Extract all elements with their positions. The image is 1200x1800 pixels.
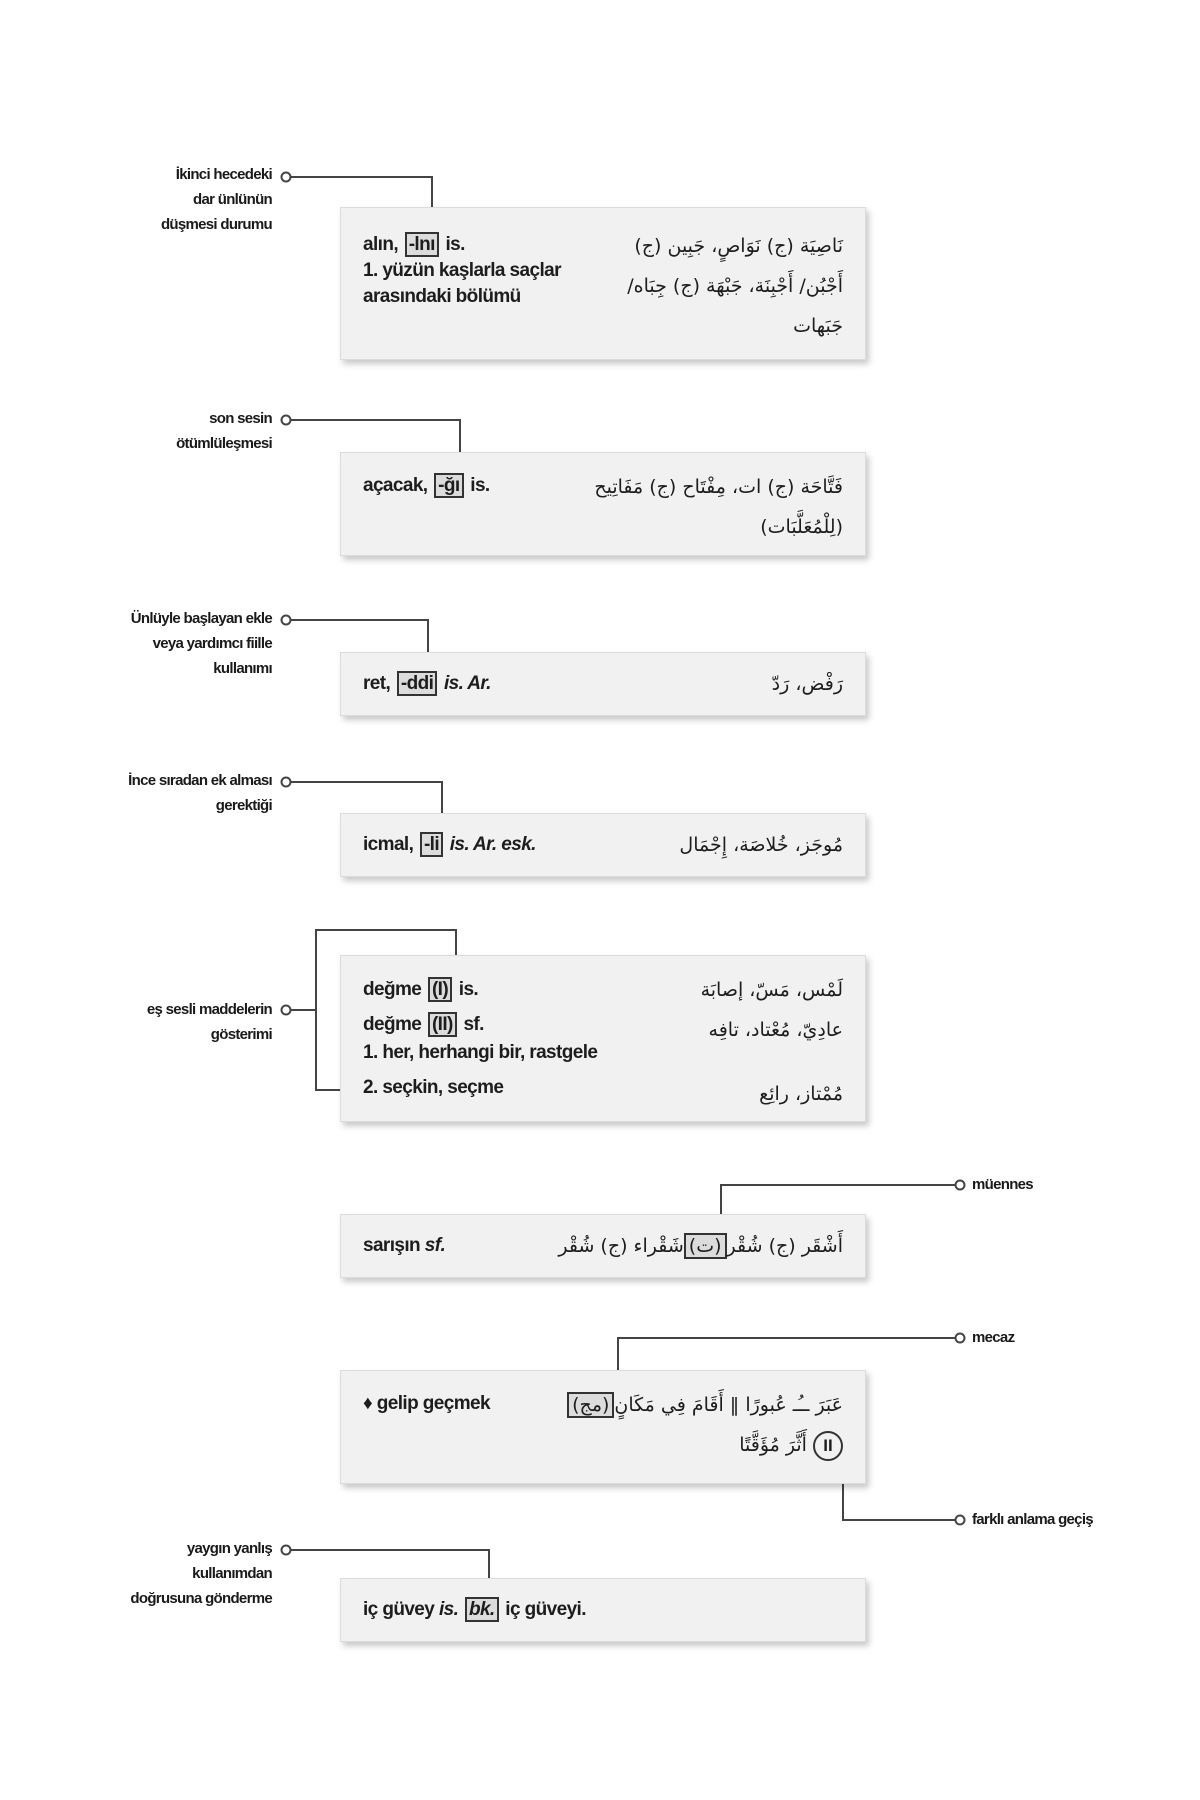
entry-card-icmal: [340, 813, 866, 877]
entry-card-ic-guvey: [340, 1578, 866, 1642]
entry-arabic: لَمْس، مَسّ، إصابَة عادِيّ، مُعْتاد، تافِه مُمْتاز، رائِع: [700, 979, 843, 1105]
annotation-ince-sira: İnce sıradan ek alması gerektiği: [128, 772, 272, 814]
entry-turkish: alın, -lnı is. 1. yüzün kaşlarla saçlar arasındaki bölümü: [363, 234, 561, 307]
entry-arabic: فَتَّاحَة (ج) ات، مِفْتَاح (ج) مَفَاتِيح (لِلْمُعَلَّبَات): [594, 476, 843, 538]
entry-card-ret: [340, 652, 866, 716]
entry-arabic: مُوجَز، خُلاصَة، إِجْمَال: [679, 834, 843, 856]
entry-card-acacak: [340, 452, 866, 556]
entry-turkish: sarışın sf.: [363, 1235, 446, 1256]
leader-dot: [956, 1516, 965, 1525]
annotation-farkli-anlam: farklı anlama geçiş: [972, 1511, 1093, 1528]
highlight-box: -li: [420, 832, 443, 857]
homonym-box-1: (I): [428, 977, 452, 1002]
entry-arabic: أَشْقَر (ج) شُقْر(ت)شَقْراء (ج) شُقْر: [558, 1235, 843, 1257]
highlight-box: -lnı: [405, 232, 439, 257]
sense-shift-circle: II: [813, 1431, 843, 1461]
leader-dot: [282, 1546, 291, 1555]
annotation-dar-unlu: İkinci hecedeki dar ünlünün düşmesi durumu: [160, 166, 272, 233]
homonym-box-2: (II): [428, 1012, 457, 1037]
entry-turkish: icmal, -li is. Ar. esk.: [363, 834, 536, 855]
entry-arabic: رَفْض، رَدّ: [771, 673, 843, 695]
annotation-unluyle-baslayan: Ünlüyle başlayan ekle veya yardımcı fiille kullanımı: [130, 610, 272, 677]
entry-turkish: açacak, -ğı is.: [363, 475, 490, 496]
reference-box: bk.: [465, 1597, 499, 1622]
highlight-box: -ğı: [434, 473, 463, 498]
annotation-muennes: müennes: [972, 1176, 1033, 1193]
entry-card-alin: [340, 207, 866, 360]
entry-turkish: değme (I) is. değme (II) sf. 1. her, herhangi bir, rastgele 2. seçkin, seçme: [363, 979, 598, 1098]
annotation-es-sesli: eş sesli maddelerin gösterimi: [146, 1001, 272, 1043]
annotation-mecaz: mecaz: [972, 1329, 1015, 1346]
leader-dot: [956, 1334, 965, 1343]
entry-card-sarisin: [340, 1214, 866, 1278]
annotation-otumlulesme: son sesin ötümlüleşmesi: [176, 410, 272, 452]
feminine-box: (ت): [684, 1233, 727, 1259]
metaphor-box: (مج): [567, 1392, 614, 1418]
leader-dot: [282, 778, 291, 787]
entry-card-degme: [340, 955, 866, 1122]
leader-dot: [282, 173, 291, 182]
entry-turkish: ret, -ddi is. Ar.: [363, 673, 491, 694]
entry-turkish: iç güvey is. bk. iç güveyi.: [363, 1599, 586, 1620]
entry-arabic: عَبَرَ ــُـ عُبورًا ‖ أَقَامَ فِي مَكَانٍ(مج) II أَثَّرَ مُؤَقَّتًا: [567, 1385, 843, 1465]
entry-arabic: نَاصِيَة (ج) نَوَاصٍ، جَبِين (ج) أَجْبُن/ أَجْبِنَة، جَبْهَة (ج) جِبَاه/ جَبَهات: [627, 235, 843, 337]
entry-turkish: ♦ gelip geçmek: [363, 1393, 490, 1414]
leader-dot: [282, 1006, 291, 1015]
annotation-yaygin-yanlis: yaygın yanlış kullanımdan doğrusuna gönderme: [130, 1540, 272, 1607]
leader-dot: [282, 416, 291, 425]
leader-dot: [956, 1181, 965, 1190]
highlight-box: -ddi: [397, 671, 437, 696]
leader-dot: [282, 616, 291, 625]
entry-card-gelip-gecmek: [340, 1370, 866, 1484]
